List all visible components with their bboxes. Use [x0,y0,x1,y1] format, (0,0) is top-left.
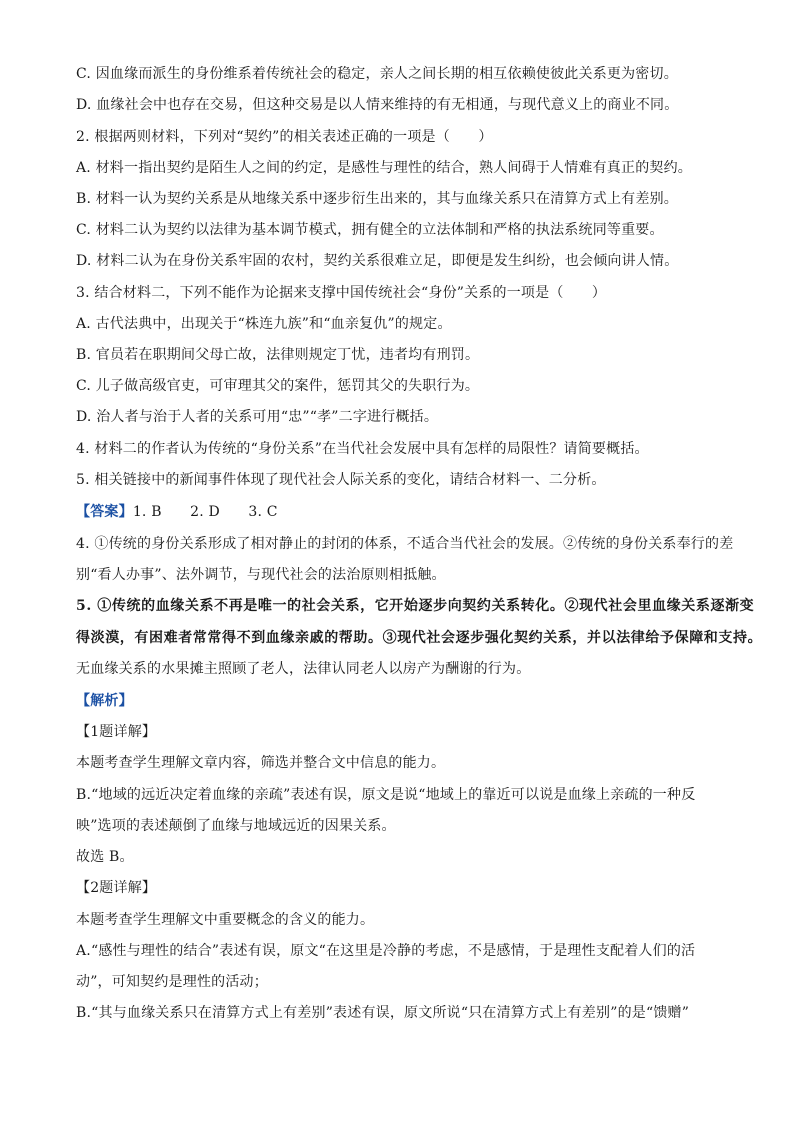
detail-1-line-3: 映”选项的表述颠倒了血缘与地域远近的因果关系。 [76,818,396,834]
answer-4-line-1: 4. ①传统的身份关系形成了相对静止的封闭的体系，不适合当代社会的发展。②传统的身份关系奉行的差 [76,536,734,552]
answer-choices: 1. B 2. D 3. C [132,504,278,520]
option-c-q3: C. 儿子做高级官吏，可审理其父的案件，惩罚其父的失职行为。 [76,378,480,394]
analysis-heading: 【解析】 [76,693,133,709]
detail-2-line-4: B.“其与血缘关系只在清算方式上有差别”表述有误，原文所说“只在清算方式上有差别”的是“馈赠” [76,1005,690,1021]
option-a-q2: A. 材料一指出契约是陌生人之间的约定，是感性与理性的结合，熟人间碍于人情难有真正的契约。 [76,160,693,176]
option-d-q3: D. 治人者与治于人者的关系可用“忠”“孝”二字进行概括。 [76,409,439,425]
question-3: 3. 结合材料二，下列不能作为论据来支撑中国传统社会“身份”关系的一项是（ ） [76,285,607,301]
detail-2-line-2: A.“感性与理性的结合”表述有误，原文“在这里是冷静的考虑，不是感情，于是理性支配着人们的活 [76,943,696,959]
answer-5-line-1: 5. ①传统的血缘关系不再是唯一的社会关系，它开始逐步向契约关系转化。②现代社会里血缘关系逐渐变 [76,598,755,614]
option-b-q2: B. 材料一认为契约关系是从地缘关系中逐步衍生出来的，其与血缘关系只在清算方式上有差别。 [76,191,678,207]
option-a-q3: A. 古代法典中，出现关于“株连九族”和“血亲复仇”的规定。 [76,316,452,332]
detail-1-line-2: B.“地域的远近决定着血缘的亲疏”表述有误，原文是说“地域上的靠近可以说是血缘上亲疏的一种反 [76,787,696,803]
detail-1-conclusion: 故选 B。 [76,849,134,865]
detail-2-line-3: 动”，可知契约是理性的活动； [76,974,268,990]
option-d-q1: D. 血缘社会中也存在交易，但这种交易是以人情来维持的有无相通，与现代意义上的商业不同。 [76,97,679,113]
option-c-q2: C. 材料二认为契约以法律为基本调节模式，拥有健全的立法体制和严格的执法系统同等重要。 [76,222,664,238]
detail-2-heading: 【2题详解】 [76,880,157,896]
detail-2-line-1: 本题考查学生理解文中重要概念的含义的能力。 [76,912,375,928]
question-5: 5. 相关链接中的新闻事件体现了现代社会人际关系的变化，请结合材料一、二分析。 [76,472,606,488]
answer-5-line-2: 得淡漠，有困难者常常得不到血缘亲戚的帮助。③现代社会逐步强化契约关系，并以法律给予保障和支持。 [76,630,763,646]
option-b-q3: B. 官员若在职期间父母亡故，法律则规定丁忧，违者均有刑罚。 [76,347,480,363]
analysis-label [76,691,736,711]
question-4: 4. 材料二的作者认为传统的“身份关系”在当代社会发展中具有怎样的局限性？请简要概括。 [76,441,649,457]
option-c-q1: C. 因血缘而派生的身份维系着传统社会的稳定，亲人之间长期的相互依赖使彼此关系更为密切。 [76,66,678,82]
detail-1-line-1: 本题考查学生理解文章内容，筛选并整合文中信息的能力。 [76,755,446,771]
answer-5-line-3: 无血缘关系的水果摊主照顾了老人，法律认同老人以房产为酬谢的行为。 [76,661,531,677]
question-2: 2. 根据两则材料，下列对“契约”的相关表述正确的一项是（ ） [76,129,493,145]
answer-4-line-2: 别“看人办事”、法外调节，与现代社会的法治原则相抵触。 [76,567,446,583]
option-d-q2: D. 材料二认为在身份关系牢固的农村，契约关系很难立足，即便是发生纠纷，也会倾向讲人情。 [76,253,679,269]
detail-1-heading: 【1题详解】 [76,724,157,740]
answer-line [76,502,736,522]
answer-label: 【答案】 [76,504,133,520]
